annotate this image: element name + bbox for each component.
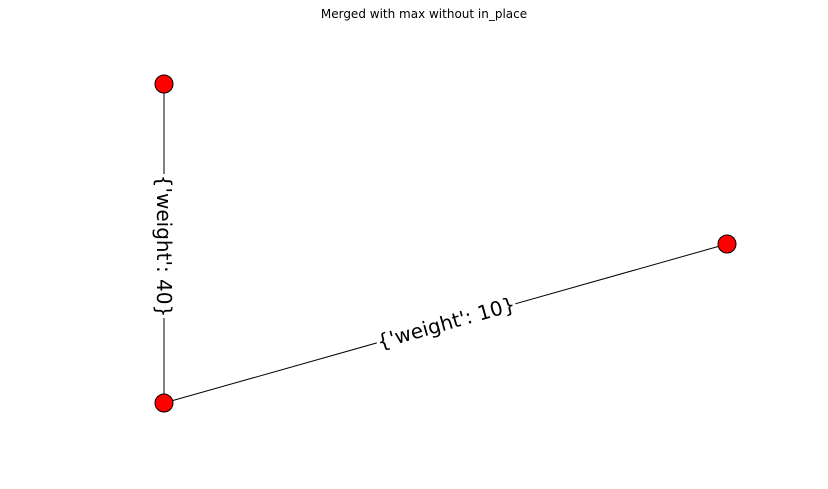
edge-label-weight-40: {'weight': 40} <box>152 174 176 318</box>
edge-label-group-0 <box>151 174 177 318</box>
edge-label-weight-10: {'weight': 10} <box>374 292 518 354</box>
graph-title: Merged with max without in_place <box>320 7 528 21</box>
graph-node-top-left <box>155 75 173 93</box>
graph-node-bottom-left <box>155 394 173 412</box>
graph-node-right <box>718 235 736 253</box>
edge-label-group-1 <box>373 291 519 355</box>
